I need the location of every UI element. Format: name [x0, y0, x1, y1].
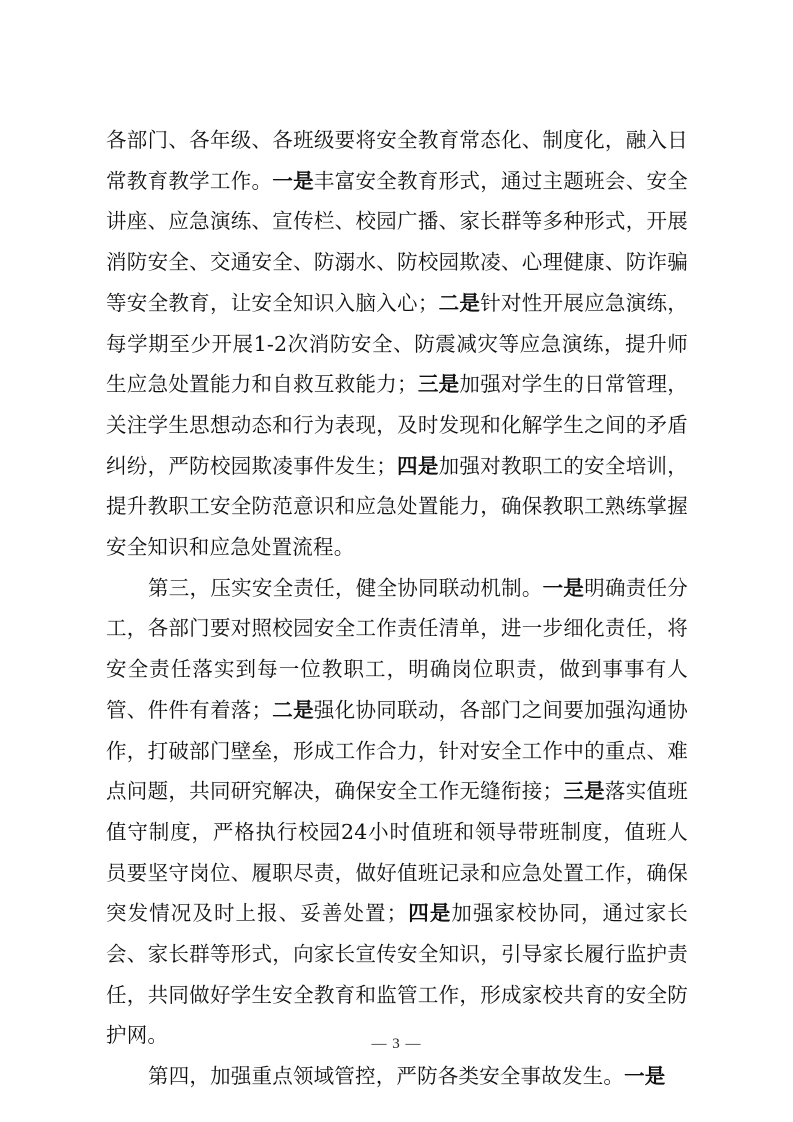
text-segment: 丰富安全教育形式，通过主题班会、安全讲座、应急演练、宣传栏、校园广播、家长群等多种形式，开展消防安全、交通安全、防溺水、防校园欺凌、心理健康、防诈骗等安全教育，让安全知识入脑入心； [106, 168, 688, 315]
emphasis-marker: 二是 [272, 697, 314, 722]
text-segment: 第三，压实安全责任，健全协同联动机制。 [148, 575, 543, 600]
text-segment: 明确责任分工，各部门要对照校园安全工作责任清单，进一步细化责任，将安全责任落实到每一位教职工，明确岗位职责，做到事事有人管、件件有着落； [106, 575, 688, 722]
text-segment: 第四，加强重点领域管控，严防各类安全事故发生。 [148, 1064, 625, 1089]
text-segment: 各部门、各年级、各班级要将安全教育常态化、制度化，融入日常教育教学工作。 [106, 128, 688, 193]
emphasis-marker: 一是 [272, 168, 314, 193]
paragraph-p1 [106, 120, 688, 568]
text-segment: 加强对学生的日常管理，关注学生思想动态和行为表现，及时发现和化解学生之间的矛盾纠纷，严防校园欺凌事件发生； [106, 372, 689, 478]
emphasis-marker: 一是 [542, 575, 585, 600]
text-segment: 加强对教职工的安全培训，提升教职工安全防范意识和应急处置能力，确保教职工熟练掌握安全知识和应急处置流程。 [106, 453, 688, 560]
document-body [106, 120, 688, 1097]
page-number: — 3 — [371, 1036, 422, 1052]
emphasis-marker: 一是 [624, 1064, 666, 1089]
emphasis-marker: 四是 [396, 453, 439, 478]
text-segment: 加强家校协同，通过家长会、家长群等形式，向家长宣传安全知识，引导家长履行监护责任，共同做好学生安全教育和监管工作，形成家校共育的安全防护网。 [106, 901, 688, 1048]
emphasis-marker: 三是 [417, 372, 460, 397]
emphasis-marker: 三是 [563, 779, 605, 804]
emphasis-marker: 四是 [407, 901, 452, 926]
paragraph-p2 [106, 568, 688, 1056]
emphasis-marker: 二是 [438, 290, 481, 315]
text-segment: 落实值班值守制度，严格执行校园24小时值班和领导带班制度，值班人员要坚守岗位、履职尽责，做好值班记录和应急处置工作，确保突发情况及时上报、妥善处置； [106, 779, 688, 926]
text-segment: 针对性开展应急演练，每学期至少开展1-2次消防安全、防震减灾等应急演练，提升师生应急处置能力和自救互救能力； [106, 290, 688, 397]
text-segment: 强化协同联动，各部门之间要加强沟通协作，打破部门壁垒，形成工作合力，针对安全工作中的重点、难点问题，共同研究解决，确保安全工作无缝衔接； [106, 697, 688, 804]
paragraph-p3 [106, 1056, 688, 1097]
